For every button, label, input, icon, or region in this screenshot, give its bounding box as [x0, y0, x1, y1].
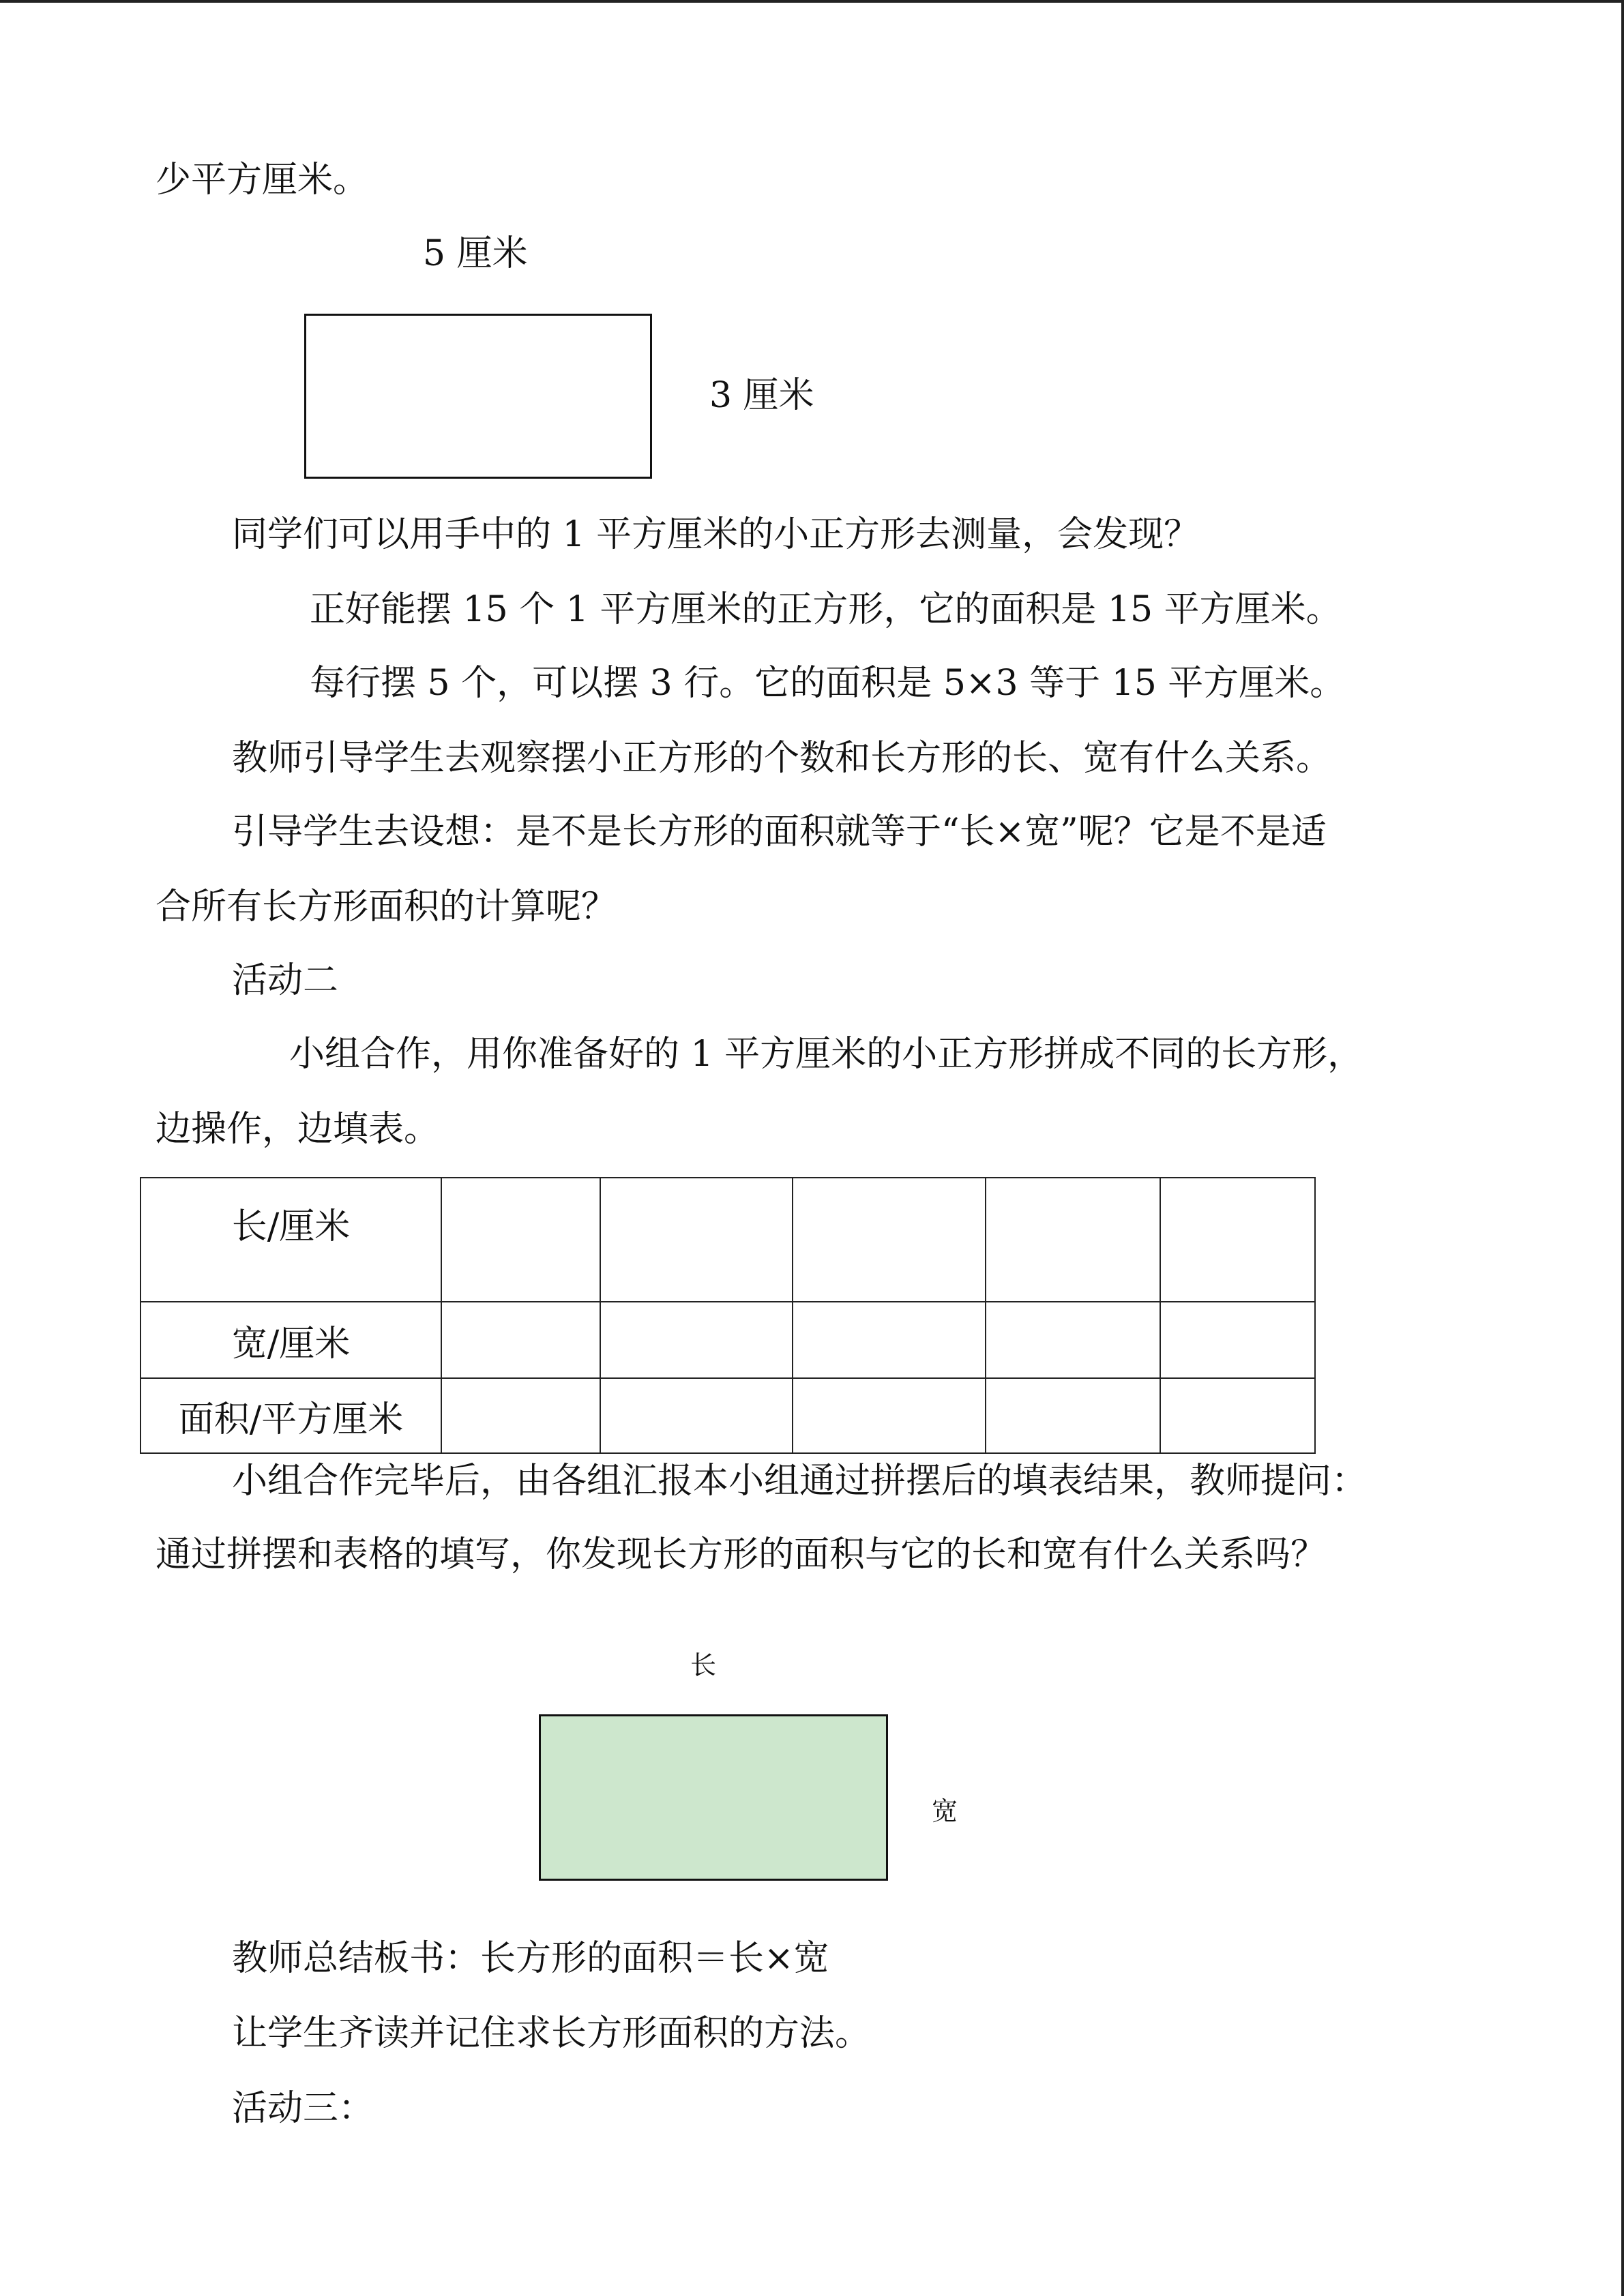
paragraph: 教师引导学生去观察摆小正方形的个数和长方形的长、宽有什么关系。 [232, 738, 1332, 779]
paragraph: 同学们可以用手中的 1 平方厘米的小正方形去测量，会发现？ [232, 514, 1200, 555]
table-row [141, 1178, 1315, 1302]
fill-in-table [140, 1177, 1316, 1454]
table-cell[interactable] [600, 1178, 793, 1302]
row-label-length: 长/厘米 [141, 1178, 441, 1302]
figure1-rectangle [304, 314, 652, 479]
figure1-length-label: 5 厘米 [423, 233, 528, 274]
paragraph: 正好能摆 15 个 1 平方厘米的正方形，它的面积是 15 平方厘米。 [310, 589, 1342, 630]
page-border-right [1621, 0, 1624, 2296]
figure2-length-label: 长 [690, 1650, 717, 1680]
table-cell[interactable] [793, 1378, 986, 1453]
table-cell[interactable] [1160, 1378, 1315, 1453]
paragraph: 通过拼摆和表格的填写，你发现长方形的面积与它的长和宽有什么关系吗？ [156, 1534, 1327, 1575]
section-heading: 活动二 [232, 960, 339, 1001]
figure2-rectangle [539, 1714, 888, 1881]
table-row [141, 1302, 1315, 1378]
table-cell[interactable] [1160, 1302, 1315, 1378]
section-heading: 活动三： [232, 2088, 374, 2129]
summary-text: 教师总结板书：长方形的面积＝长×宽 [232, 1938, 829, 1979]
table-cell[interactable] [1160, 1178, 1315, 1302]
paragraph: 每行摆 5 个，可以摆 3 行。它的面积是 5×3 等于 15 平方厘米。 [310, 663, 1346, 704]
paragraph: 合所有长方形面积的计算呢？ [156, 886, 617, 927]
table-cell[interactable] [793, 1302, 986, 1378]
row-label-area: 面积/平方厘米 [141, 1378, 441, 1453]
table-cell[interactable] [441, 1178, 600, 1302]
page-border-top [0, 0, 1624, 3]
table-cell[interactable] [986, 1178, 1160, 1302]
table-cell[interactable] [986, 1302, 1160, 1378]
paragraph: 小组合作，用你准备好的 1 平方厘米的小正方形拼成不同的长方形， [289, 1034, 1363, 1075]
table-cell[interactable] [600, 1378, 793, 1453]
paragraph: 让学生齐读并记住求长方形面积的方法。 [232, 2013, 871, 2054]
figure2-width-label: 宽 [932, 1796, 958, 1826]
text-line: 少平方厘米。 [156, 160, 369, 200]
paragraph: 引导学生去设想：是不是长方形的面积就等于“长×宽”呢？它是不是适 [232, 811, 1327, 852]
paragraph: 边操作，边填表。 [156, 1109, 440, 1150]
paragraph: 小组合作完毕后，由各组汇报本小组通过拼摆后的填表结果，教师提问： [232, 1461, 1368, 1502]
row-label-width: 宽/厘米 [141, 1302, 441, 1378]
table-cell[interactable] [441, 1378, 600, 1453]
table-row [141, 1378, 1315, 1453]
table-cell[interactable] [986, 1378, 1160, 1453]
table-cell[interactable] [793, 1178, 986, 1302]
table-cell[interactable] [441, 1302, 600, 1378]
table-cell[interactable] [600, 1302, 793, 1378]
figure1-width-label: 3 厘米 [709, 375, 814, 416]
